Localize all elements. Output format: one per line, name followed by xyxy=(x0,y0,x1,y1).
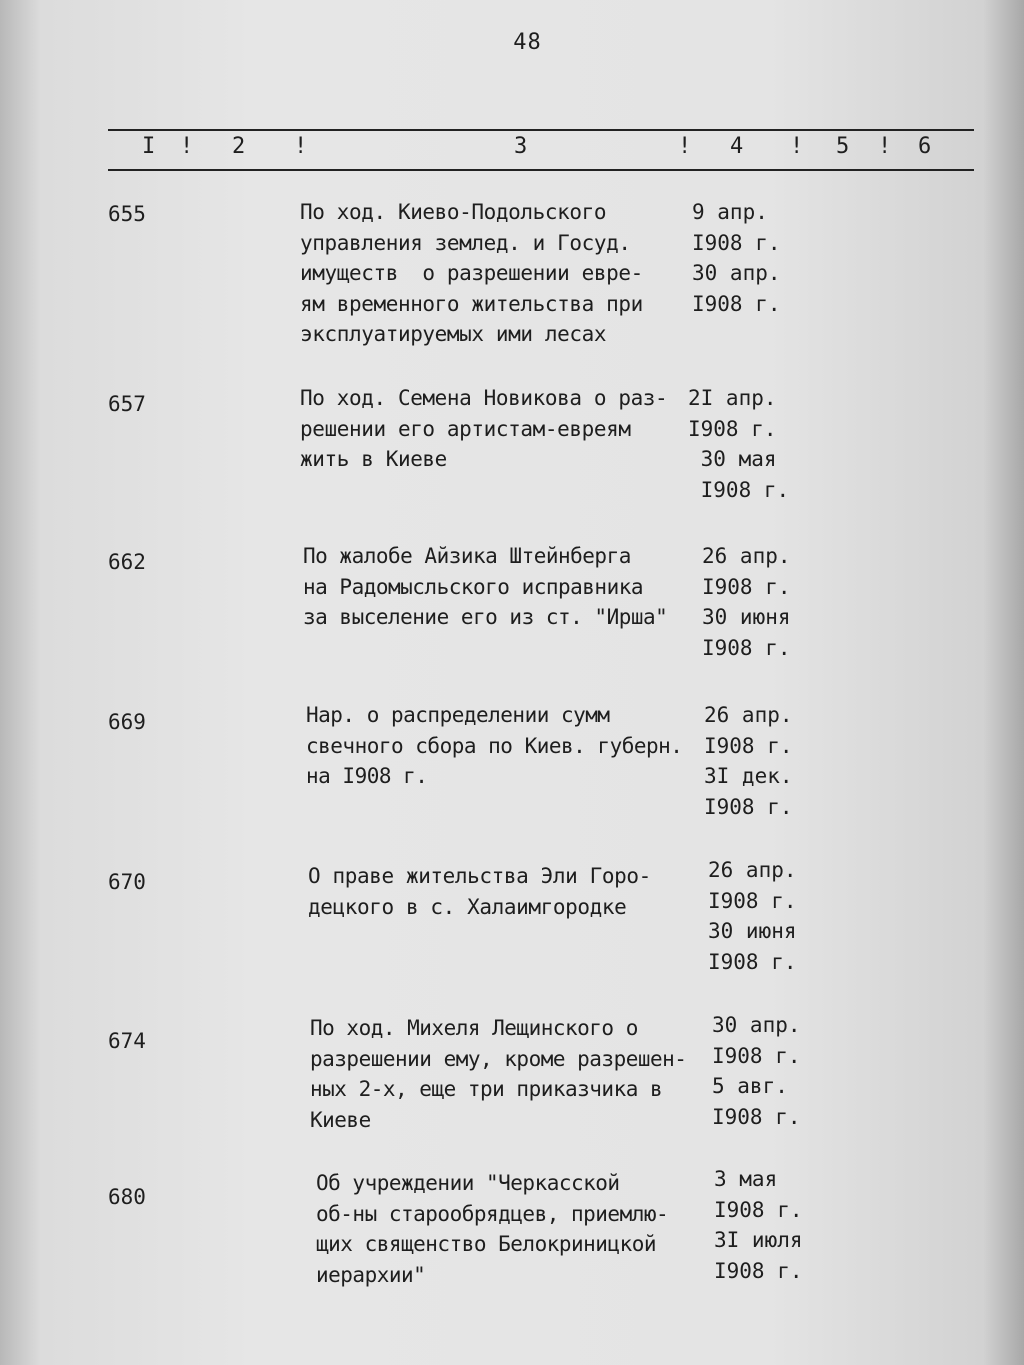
header-col-6: 6 xyxy=(918,134,932,159)
entry-dates: 3 мая I908 г. 3I июля I908 г. xyxy=(714,1167,803,1283)
header-sep: ! xyxy=(180,134,194,159)
page-number: 48 xyxy=(513,30,542,55)
entry-number: 669 xyxy=(108,710,146,734)
entry-description: По ход. Михеля Лещинского о разрешении ему, кроме разрешен- ных 2-х, еще три приказчика в Киеве xyxy=(310,1016,687,1132)
header-col-5: 5 xyxy=(836,134,850,159)
entry-description: По ход. Киево-Подольского управления землед. и Госуд. имуществ о разрешении евре- ям временного жительства при эксплуатируемых ими лесах xyxy=(300,200,643,346)
entry-description: Нар. о распределении сумм свечного сбора по Киев. губерн. на I908 г. xyxy=(306,703,683,788)
entry-number: 662 xyxy=(108,550,146,574)
header-col-4: 4 xyxy=(730,134,744,159)
entry-number: 674 xyxy=(108,1029,146,1053)
header-col-3: 3 xyxy=(514,134,528,159)
entry-number: 680 xyxy=(108,1185,146,1209)
entry-dates: 26 апр. I908 г. 3I дек. I908 г. xyxy=(704,703,793,819)
entry-description: Об учреждении "Черкасской об-ны старообрядцев, приемлю- щих священство Белокриницкой иерархии" xyxy=(316,1171,669,1287)
entry-number: 657 xyxy=(108,392,146,416)
header-col-1: I xyxy=(142,134,156,159)
entry-dates: 30 апр. I908 г. 5 авг. I908 г. xyxy=(712,1013,801,1129)
header-col-2: 2 xyxy=(232,134,246,159)
entry-number: 655 xyxy=(108,202,146,226)
entry-description: По жалобе Айзика Штейнберга на Радомысльского исправника за выселение его из ст. "Ирша" xyxy=(303,544,668,629)
entry-dates: 2I апр. I908 г. 30 мая I908 г. xyxy=(688,386,790,502)
header-top-rule xyxy=(108,129,974,131)
header-sep: ! xyxy=(878,134,892,159)
entry-dates: 26 апр. I908 г. 30 июня I908 г. xyxy=(708,858,797,974)
header-sep: ! xyxy=(678,134,692,159)
entry-dates: 26 апр. I908 г. 30 июня I908 г. xyxy=(702,544,791,660)
entry-description: По ход. Семена Новикова о раз- решении его артистам-евреям жить в Киеве xyxy=(300,386,668,471)
entry-description: О праве жительства Эли Горо- децкого в с. Халаимгородке xyxy=(308,864,651,919)
header-sep: ! xyxy=(790,134,804,159)
entry-dates: 9 апр. I908 г. 30 апр. I908 г. xyxy=(692,200,781,316)
header-sep: ! xyxy=(294,134,308,159)
header-bottom-rule xyxy=(108,169,974,171)
entry-number: 670 xyxy=(108,870,146,894)
